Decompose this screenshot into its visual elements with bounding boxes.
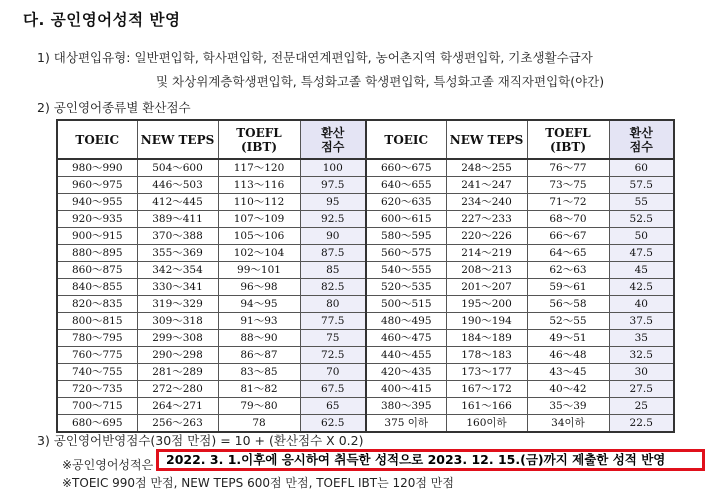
header-toefl: TOEFL (IBT) [218,120,300,159]
cell-score-2: 40 [609,296,674,313]
cell-score: 95 [300,194,366,211]
cell-new-teps: 319～329 [137,296,218,313]
cell-toeic: 920～935 [57,211,137,228]
cell-score: 92.5 [300,211,366,228]
cell-toeic-2: 580～595 [366,228,446,245]
cell-score-2: 32.5 [609,347,674,364]
cell-toefl: 102～104 [218,245,300,262]
cell-score-2: 52.5 [609,211,674,228]
cell-new-teps: 504～600 [137,159,218,177]
cell-score-2: 22.5 [609,415,674,433]
note1-prefix: ※공인영어성적은 [62,458,154,472]
cell-new-teps: 342～354 [137,262,218,279]
cell-toefl-2: 40～42 [527,381,609,398]
cell-score-2: 47.5 [609,245,674,262]
cell-new-teps-2: 173～177 [446,364,527,381]
cell-toeic-2: 600～615 [366,211,446,228]
cell-toefl: 113～116 [218,177,300,194]
cell-toeic-2: 520～535 [366,279,446,296]
cell-new-teps-2: 167～172 [446,381,527,398]
cell-toefl-2: 59～61 [527,279,609,296]
cell-new-teps-2: 178～183 [446,347,527,364]
cell-score-2: 35 [609,330,674,347]
cell-new-teps: 309～318 [137,313,218,330]
cell-toefl-2: 34이하 [527,415,609,433]
cell-toefl-2: 46～48 [527,347,609,364]
cell-new-teps: 256～263 [137,415,218,433]
cell-toeic-2: 400～415 [366,381,446,398]
cell-toeic: 740～755 [57,364,137,381]
cell-new-teps: 389～411 [137,211,218,228]
table-row [57,245,674,262]
item2-label: 2) 공인영어종류별 환산점수 [37,100,191,115]
cell-score: 75 [300,330,366,347]
cell-toeic: 780～795 [57,330,137,347]
cell-score: 82.5 [300,279,366,296]
cell-toefl: 88～90 [218,330,300,347]
cell-new-teps: 370～388 [137,228,218,245]
cell-new-teps-2: 208～213 [446,262,527,279]
cell-toefl-2: 73～75 [527,177,609,194]
header-toefl-2: TOEFL (IBT) [527,120,609,159]
cell-toeic: 940～955 [57,194,137,211]
cell-toefl: 78 [218,415,300,433]
cell-toeic-2: 440～455 [366,347,446,364]
cell-toeic: 820～835 [57,296,137,313]
cell-toeic: 980～990 [57,159,137,177]
cell-toeic-2: 480～495 [366,313,446,330]
header-toeic: TOEIC [57,120,137,159]
cell-toefl-2: 49～51 [527,330,609,347]
cell-toefl: 107～109 [218,211,300,228]
cell-new-teps: 446～503 [137,177,218,194]
header-new-teps: NEW TEPS [137,120,218,159]
table-row [57,262,674,279]
cell-toefl: 94～95 [218,296,300,313]
cell-new-teps: 355～369 [137,245,218,262]
cell-new-teps-2: 227～233 [446,211,527,228]
cell-toeic-2: 660～675 [366,159,446,177]
cell-score-2: 37.5 [609,313,674,330]
table-row [57,381,674,398]
cell-toeic: 680～695 [57,415,137,433]
table-row [57,330,674,347]
cell-toeic: 700～715 [57,398,137,415]
cell-new-teps: 281～289 [137,364,218,381]
note1-highlight: 2022. 3. 1.이후에 응시하여 취득한 성적으로 2023. 12. 15.(금)까지 제출한 성적 반영 [166,452,666,467]
cell-score: 62.5 [300,415,366,433]
cell-new-teps-2: 234～240 [446,194,527,211]
cell-score: 100 [300,159,366,177]
cell-toeic-2: 500～515 [366,296,446,313]
cell-toefl-2: 64～65 [527,245,609,262]
cell-new-teps-2: 220～226 [446,228,527,245]
cell-toefl: 86～87 [218,347,300,364]
cell-toefl: 79～80 [218,398,300,415]
cell-toefl-2: 71～72 [527,194,609,211]
cell-new-teps-2: 161～166 [446,398,527,415]
table-row [57,228,674,245]
cell-score-2: 42.5 [609,279,674,296]
cell-score-2: 55 [609,194,674,211]
cell-toefl: 117～120 [218,159,300,177]
cell-new-teps: 330～341 [137,279,218,296]
cell-new-teps-2: 160이하 [446,415,527,433]
table-row [57,177,674,194]
score-conversion-table [56,119,675,433]
cell-score-2: 50 [609,228,674,245]
cell-new-teps-2: 201～207 [446,279,527,296]
cell-toeic-2: 380～395 [366,398,446,415]
cell-score: 72.5 [300,347,366,364]
table-row [57,211,674,228]
cell-toefl-2: 66～67 [527,228,609,245]
cell-toeic: 800～815 [57,313,137,330]
cell-new-teps: 299～308 [137,330,218,347]
header-new-teps-2: NEW TEPS [446,120,527,159]
cell-score: 97.5 [300,177,366,194]
table-header-row [57,120,674,159]
cell-score: 85 [300,262,366,279]
cell-score-2: 60 [609,159,674,177]
cell-toefl: 105～106 [218,228,300,245]
cell-new-teps-2: 248～255 [446,159,527,177]
table-row [57,313,674,330]
table-row [57,279,674,296]
cell-toeic-2: 375 이하 [366,415,446,433]
cell-new-teps: 272～280 [137,381,218,398]
cell-toeic: 760～775 [57,347,137,364]
cell-score: 87.5 [300,245,366,262]
table-row [57,398,674,415]
cell-toefl-2: 76～77 [527,159,609,177]
note2: ※TOEIC 990점 만점, NEW TEPS 600점 만점, TOEFL IBT는 120점 만점 [62,476,454,490]
cell-score: 67.5 [300,381,366,398]
table-row [57,347,674,364]
cell-score: 70 [300,364,366,381]
cell-new-teps: 264～271 [137,398,218,415]
cell-toeic-2: 460～475 [366,330,446,347]
cell-toefl-2: 43～45 [527,364,609,381]
cell-toeic-2: 640～655 [366,177,446,194]
cell-new-teps-2: 241～247 [446,177,527,194]
item1-line1: 1) 대상편입유형: 일반편입학, 학사편입학, 전문대연계편입학, 농어촌지역 학생편입학, 기초생활수급자 [37,50,593,65]
cell-toefl-2: 35～39 [527,398,609,415]
cell-score-2: 25 [609,398,674,415]
cell-toefl: 83～85 [218,364,300,381]
table-row [57,296,674,313]
cell-new-teps: 412～445 [137,194,218,211]
cell-toefl-2: 62～63 [527,262,609,279]
table-row [57,159,674,177]
cell-toeic-2: 560～575 [366,245,446,262]
section-title: 다. 공인영어성적 반영 [23,11,181,29]
cell-score-2: 30 [609,364,674,381]
cell-score: 90 [300,228,366,245]
table-row [57,194,674,211]
cell-toefl: 110～112 [218,194,300,211]
cell-score-2: 27.5 [609,381,674,398]
header-converted-score-2: 환산 점수 [609,120,674,159]
cell-new-teps-2: 195～200 [446,296,527,313]
cell-new-teps-2: 184～189 [446,330,527,347]
cell-score: 80 [300,296,366,313]
highlight-box [156,449,705,471]
cell-toefl-2: 56～58 [527,296,609,313]
item3-label: 3) 공인영어반영점수(30점 만점) = 10 + (환산점수 X 0.2) [37,433,364,448]
cell-toefl: 91～93 [218,313,300,330]
cell-new-teps-2: 190～194 [446,313,527,330]
cell-toeic: 900～915 [57,228,137,245]
cell-toeic: 840～855 [57,279,137,296]
cell-toeic: 860～875 [57,262,137,279]
table-row [57,415,674,433]
header-toeic-2: TOEIC [366,120,446,159]
cell-score: 65 [300,398,366,415]
cell-toeic-2: 620～635 [366,194,446,211]
cell-new-teps-2: 214～219 [446,245,527,262]
cell-toeic: 720～735 [57,381,137,398]
cell-toefl: 81～82 [218,381,300,398]
cell-toeic-2: 540～555 [366,262,446,279]
table-row [57,364,674,381]
cell-toeic: 960～975 [57,177,137,194]
cell-toefl: 96～98 [218,279,300,296]
cell-toeic-2: 420～435 [366,364,446,381]
cell-toefl: 99～101 [218,262,300,279]
cell-score: 77.5 [300,313,366,330]
cell-score-2: 57.5 [609,177,674,194]
cell-score-2: 45 [609,262,674,279]
cell-toefl-2: 52～55 [527,313,609,330]
cell-toeic: 880～895 [57,245,137,262]
cell-new-teps: 290～298 [137,347,218,364]
item1-line2: 및 차상위계층학생편입학, 특성화고졸 학생편입학, 특성화고졸 재직자편입학(야간) [156,74,605,89]
header-converted-score: 환산 점수 [300,120,366,159]
cell-toefl-2: 68～70 [527,211,609,228]
